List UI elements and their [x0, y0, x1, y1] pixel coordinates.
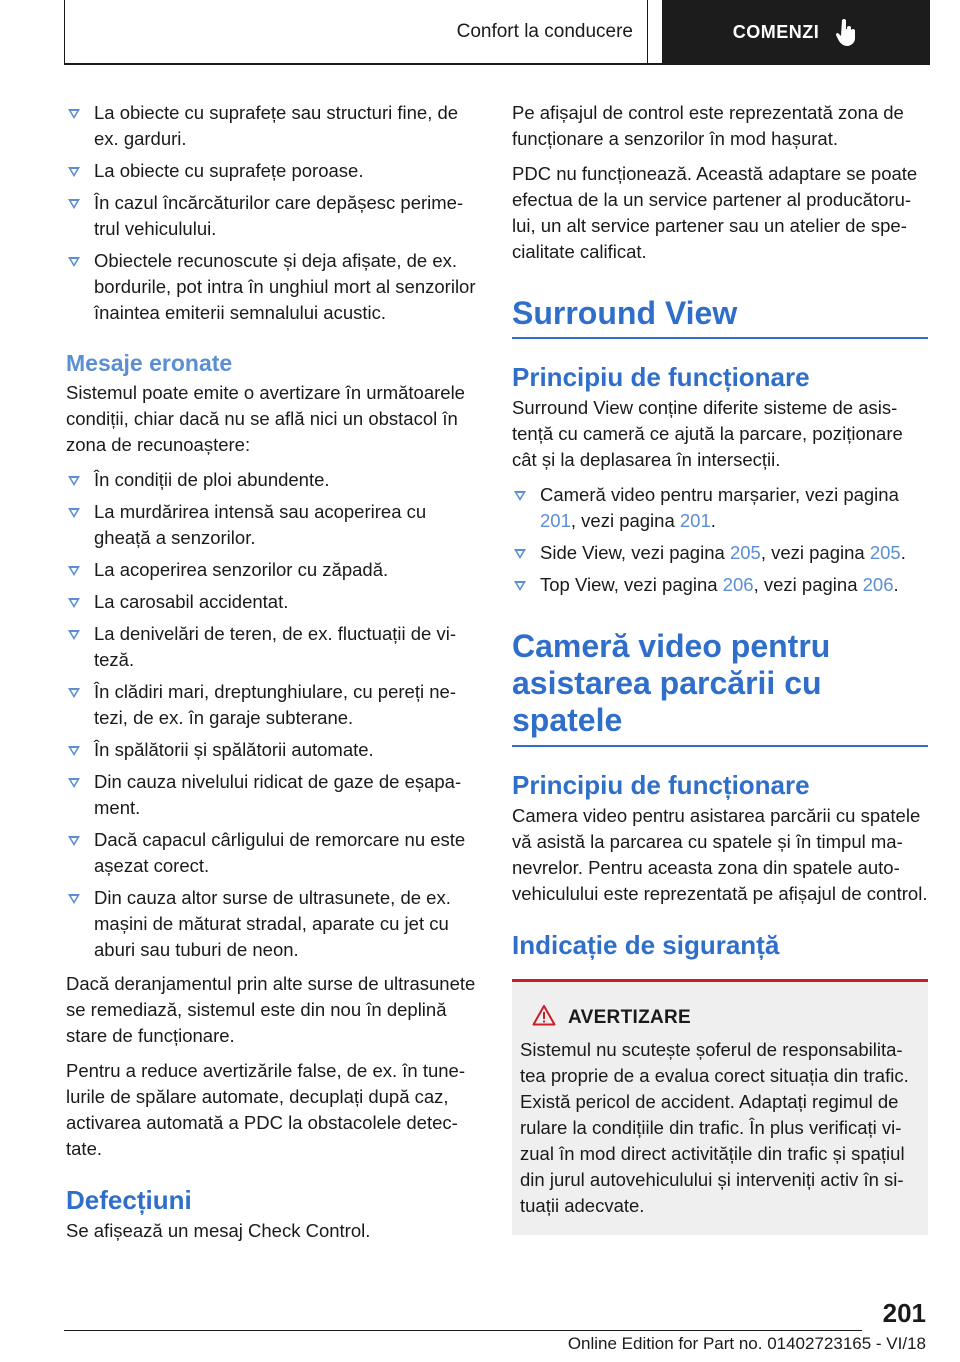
header-tab-comenzi[interactable]	[662, 0, 930, 64]
list-item: La obiecte cu suprafețe sau structuri fine, de ex. garduri.	[66, 100, 476, 152]
heading-principiu-sv: Principiu de funcționare	[512, 362, 810, 392]
list-item: La denivelări de teren, de ex. fluctuații de viteză.	[66, 621, 476, 673]
warning-text: Sistemul nu scutește șoferul de responsabilitatea proprie de a evalua corect situația din trafic. Există pericol de accident. Adaptați regimul de rulare la condițiile din trafic. În plus verificați vizual în mod direct activitățile din trafic și spațiul din jurul autovehiculului și interveniți activ în situații adecvate.	[520, 1039, 909, 1216]
list-item: Din cauza altor surse de ultrasunete, de ex. mașini de măturat stradal, aparate cu jet cu aburi sau tuburi de neon.	[66, 885, 476, 963]
false-warnings-list	[66, 467, 476, 963]
list-item: În condiții de ploi abundente.	[66, 467, 476, 493]
list-item: Dacă capacul cârligului de remorcare nu este așezat corect.	[66, 827, 476, 879]
paragraph: PDC nu funcționează. Această adaptare se poate efectua de la un service partener al producătorului, un alt service partener sau un atelier de specialitate calificat.	[512, 163, 918, 262]
warning-triangle-icon	[532, 1004, 556, 1031]
list-item: La murdărirea intensă sau acoperirea cu gheață a senzorilor.	[66, 499, 476, 551]
page-link[interactable]: 205	[729, 542, 761, 563]
paragraph: Surround View conține diferite sisteme de asistență cu cameră ce ajută la parcare, poziționare cât și la deplasarea în intersecții.	[512, 397, 903, 470]
list-item: În cazul încărcăturilor care depășesc perimetrul vehiculului.	[66, 190, 476, 242]
heading-defectiuni: Defecțiuni	[66, 1185, 192, 1215]
paragraph: Dacă deranjamentul prin alte surse de ultrasunete se remediază, sistemul este din nou în deplină stare de funcționare.	[66, 973, 476, 1046]
footer-edition: Online Edition for Part no. 01402723165 - VI/18	[567, 1334, 926, 1353]
header-tab-label: COMENZI	[732, 21, 820, 42]
paragraph: Pentru a reduce avertizările false, de ex. în tunelurile de spălare automate, decuplați după caz, activarea automată a PDC la obstacolele detectate.	[66, 1060, 466, 1159]
list-item: Cameră video pentru marșarier, vezi pagina 201, vezi pagina 201.	[512, 482, 928, 534]
page-link[interactable]: 201	[679, 510, 711, 531]
triangle-bullet-icon	[68, 598, 80, 608]
triangle-bullet-icon	[68, 566, 80, 576]
left-column	[66, 100, 476, 1253]
page-link[interactable]: 201	[540, 510, 571, 531]
header-left-border	[64, 0, 65, 64]
header-section-title: Confort la conducere	[420, 0, 648, 64]
heading-surround-view: Surround View	[512, 295, 928, 339]
paragraph: Pe afișajul de control este reprezentată zona de funcționare a senzorilor în mod hașurat.	[512, 102, 904, 149]
triangle-bullet-icon	[514, 581, 526, 591]
list-item: În spălătorii și spălătorii automate.	[66, 737, 476, 763]
list-item: La carosabil accidentat.	[66, 589, 476, 615]
page-number: 201	[882, 1298, 926, 1328]
list-item: Obiectele recunoscute și deja afișate, de ex. bordurile, pot intra în unghiul mort al senzorilor înaintea emiterii semnalului acustic.	[66, 248, 476, 326]
triangle-bullet-icon	[68, 894, 80, 904]
page-link[interactable]: 206	[722, 574, 754, 595]
list-item: Top View, vezi pagina 206, vezi pagina 206.	[512, 572, 928, 598]
triangle-bullet-icon	[68, 836, 80, 846]
heading-principiu-camera: Principiu de funcționare	[512, 770, 810, 800]
hand-pointer-icon	[835, 18, 859, 46]
list-item: În clădiri mari, dreptunghiulare, cu pereți netezi, de ex. în garaje subterane.	[66, 679, 476, 731]
triangle-bullet-icon	[68, 688, 80, 698]
page-link[interactable]: 205	[869, 542, 901, 563]
triangle-bullet-icon	[68, 476, 80, 486]
list-item: Side View, vezi pagina 205, vezi pagina 205.	[512, 540, 928, 566]
warning-title: AVERTIZARE	[568, 1006, 691, 1028]
warning-header	[520, 1004, 918, 1031]
triangle-bullet-icon	[68, 109, 80, 119]
heading-camera-video: Cameră video pentru asistarea parcării cu spatele	[512, 628, 928, 747]
triangle-bullet-icon	[514, 549, 526, 559]
header-rule	[64, 63, 930, 65]
triangle-bullet-icon	[68, 746, 80, 756]
triangle-bullet-icon	[68, 778, 80, 788]
surround-view-list	[512, 482, 928, 598]
list-item: La obiecte cu suprafețe poroase.	[66, 158, 476, 184]
triangle-bullet-icon	[68, 508, 80, 518]
list-item: Din cauza nivelului ridicat de gaze de eșapament.	[66, 769, 476, 821]
heading-mesaje-eronate: Mesaje eronate	[66, 350, 233, 376]
triangle-bullet-icon	[68, 199, 80, 209]
triangle-bullet-icon	[68, 630, 80, 640]
triangle-bullet-icon	[68, 167, 80, 177]
warning-box	[512, 979, 928, 1235]
paragraph: Se afișează un mesaj Check Control.	[66, 1220, 371, 1241]
triangle-bullet-icon	[68, 257, 80, 267]
page-link[interactable]: 206	[862, 574, 894, 595]
heading-indicatie-siguranta: Indicație de siguranță	[512, 930, 780, 960]
footer-rule	[64, 1330, 862, 1331]
limitations-list	[66, 100, 476, 326]
triangle-bullet-icon	[514, 491, 526, 501]
paragraph: Sistemul poate emite o avertizare în următoarele condiții, chiar dacă nu se află nici un obstacol în zona de recunoaștere:	[66, 382, 465, 455]
list-item: La acoperirea senzorilor cu zăpadă.	[66, 557, 476, 583]
right-column	[512, 100, 928, 1235]
paragraph: Camera video pentru asistarea parcării cu spatele vă asistă la parcarea cu spatele și în timpul manevrelor. Pentru aceasta zona din spatele autovehiculului este reprezentată pe afișajul de control.	[512, 805, 928, 904]
